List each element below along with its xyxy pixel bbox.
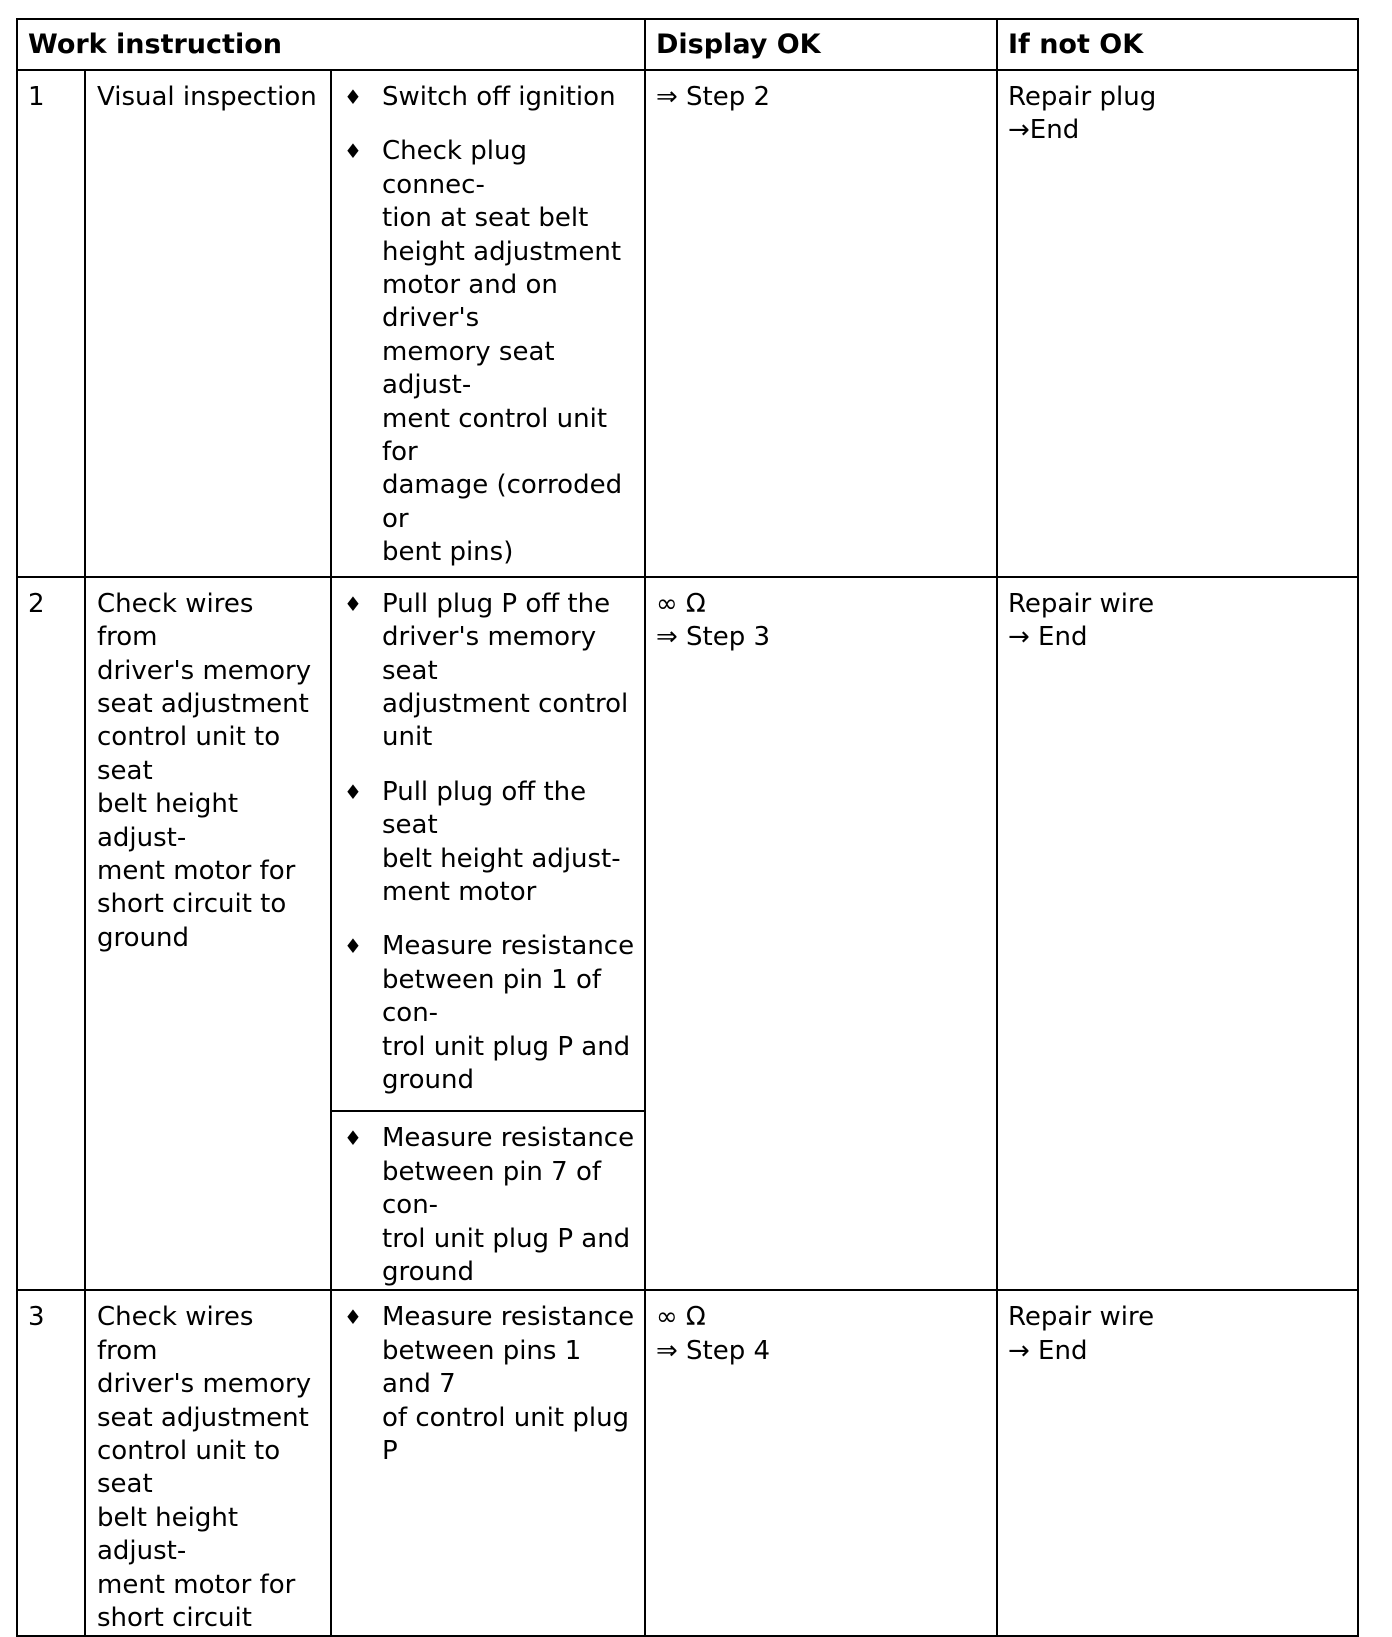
header-work-instruction: Work instruction: [28, 29, 282, 60]
display-ok-text: ⇒ Step 2: [656, 82, 771, 112]
instruction-text: Measure resistance between pin 1 of con- trol unit plug P and ground: [382, 931, 635, 1095]
diamond-bullet-icon: ♦: [344, 1305, 362, 1330]
header-work-instruction-cell: [17, 19, 645, 70]
header-if-not-ok: If not OK: [1008, 29, 1144, 60]
if-not-ok-text: Repair wire → End: [1008, 1302, 1155, 1366]
instruction-item: [332, 71, 644, 114]
header-display-ok: Display OK: [656, 29, 821, 60]
header-display-ok-cell: [645, 19, 997, 70]
step-description: Check wires from driver's memory seat adjustment control unit to seat belt height adjust- ment motor for short circuit to ground: [97, 588, 312, 953]
instruction-text: Switch off ignition: [382, 82, 616, 112]
table-row: [17, 1290, 1358, 1636]
instruction-item: [332, 578, 644, 755]
header-row: [17, 19, 1358, 70]
instruction-item: [332, 920, 644, 1097]
instruction-list: [332, 1291, 644, 1474]
table-row: [17, 70, 1358, 577]
diamond-bullet-icon: ♦: [344, 591, 362, 616]
diamond-bullet-icon: ♦: [344, 85, 362, 109]
instruction-item: [332, 1291, 644, 1468]
instruction-item: [332, 1112, 644, 1289]
diamond-bullet-icon: ♦: [344, 1126, 362, 1151]
display-ok-text: ∞ Ω ⇒ Step 4: [656, 1302, 771, 1366]
instruction-list: [332, 71, 644, 576]
header-if-not-ok-cell: [997, 19, 1358, 70]
instruction-text: Measure resistance between pin 7 of con- trol unit plug P and ground: [382, 1123, 635, 1287]
diamond-bullet-icon: ♦: [344, 139, 362, 164]
instruction-list: [332, 578, 644, 1104]
if-not-ok-text: Repair plug →End: [1008, 82, 1157, 146]
step-description: Check wires from driver's memory seat adjustment control unit to seat belt height adjust- ment motor for short circuit: [97, 1302, 312, 1634]
table-row: [17, 577, 1358, 1291]
instruction-text: Pull plug off the seat belt height adjust- ment motor: [382, 776, 621, 907]
instruction-item: [332, 766, 644, 910]
if-not-ok-text: Repair wire → End: [1008, 588, 1155, 653]
step-number: 1: [28, 82, 45, 112]
instruction-divider: [332, 1110, 644, 1289]
instruction-text: Check plug connec- tion at seat belt height adjustment motor and on driver's memory seat adjust- ment control unit for damage (corroded or bent pins): [382, 136, 623, 568]
display-ok-text: ∞ Ω ⇒ Step 3: [656, 588, 771, 653]
instruction-text: Measure resistance between pins 1 and 7 of control unit plug P: [382, 1302, 635, 1467]
diamond-bullet-icon: ♦: [344, 779, 362, 804]
instruction-item: [332, 125, 644, 569]
instruction-text: Pull plug P off the driver's memory seat adjustment control unit: [382, 588, 629, 753]
work-instruction-table: [16, 18, 1359, 1637]
diamond-bullet-icon: ♦: [344, 934, 362, 959]
step-number: 3: [28, 1302, 45, 1333]
step-description: Visual inspection: [97, 82, 317, 112]
step-number: 2: [28, 588, 45, 619]
